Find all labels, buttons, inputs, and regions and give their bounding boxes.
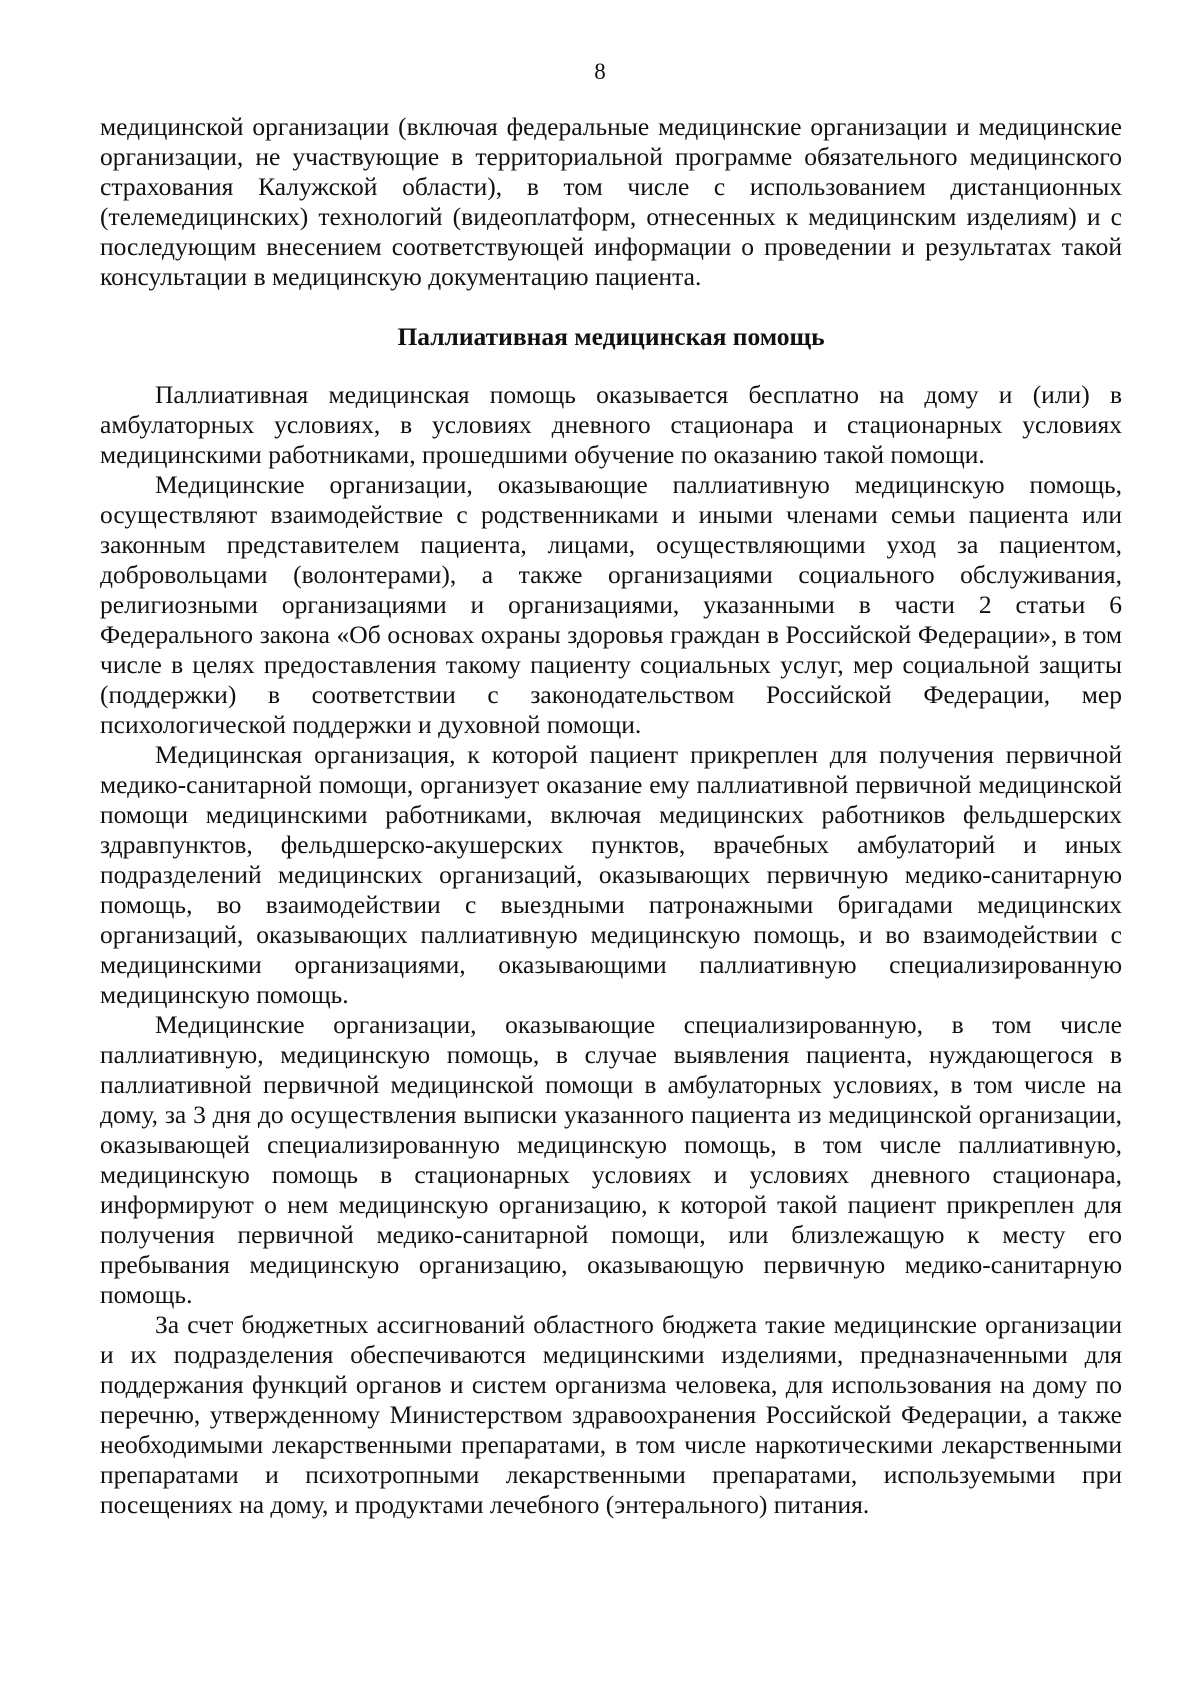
paragraph-discharge-notification: Медицинские организации, оказывающие специализированную, в том числе паллиативную, медицинскую помощь, в случае выявления пациента, нуждающегося в паллиативной первичной медицинской помощи в амбулаторных условиях, в том числе на дому, за 3 дня до осуществления выписки указанного пациента из медицинской организации, оказывающей специализированную медицинскую помощь, в том числе паллиативную, медицинскую помощь в стационарных условиях и условиях дневного стационара, информируют о нем медицинскую организацию, к которой такой пациент прикреплен для получения первичной медико-санитарной помощи, или близлежащую к месту его пребывания медицинскую организацию, оказывающую первичную медико-санитарную помощь. (100, 1010, 1122, 1309)
intro-paragraph: медицинской организации (включая федеральные медицинские организации и медицинские организации, не участвующие в территориальной программе обязательного медицинского страхования Калужской области), в том числе с использованием дистанционных (телемедицинских) технологий (видеоплатформ, отнесенных к медицинским изделиям) и с последующим внесением соответствующей информации о проведении и результатах такой консультации в медицинскую документацию пациента. (100, 112, 1122, 291)
paragraph-primary-care-organization: Медицинская организация, к которой пациент прикреплен для получения первичной медико-санитарной помощи, организует оказание ему паллиативной первичной медицинской помощи медицинскими работниками, включая медицинских работников фельдшерских здравпунктов, фельдшерско-акушерских пунктов, врачебных амбулаторий и иных подразделений медицинских организаций, оказывающих первичную медико-санитарную помощь, во взаимодействии с выездными патронажными бригадами медицинских организаций, оказывающих паллиативную медицинскую помощь, и во взаимодействии с медицинскими организациями, оказывающими паллиативную специализированную медицинскую помощь. (100, 740, 1122, 1009)
paragraph-interaction-with-relatives: Медицинские организации, оказывающие паллиативную медицинскую помощь, осуществляют взаимодействие с родственниками и иными членами семьи пациента или законным представителем пациента, лицами, осуществляющими уход за пациентом, добровольцами (волонтерами), а также организациями социального обслуживания, религиозными организациями и организациями, указанными в части 2 статьи 6 Федерального закона «Об основах охраны здоровья граждан в Российской Федерации», в том числе в целях предоставления такому пациенту социальных услуг, мер социальной защиты (поддержки) в соответствии с законодательством Российской Федерации, мер психологической поддержки и духовной помощи. (100, 470, 1122, 739)
page-number: 8 (594, 59, 606, 84)
page-body (100, 112, 1122, 1520)
section-heading: Паллиативная медицинская помощь (397, 322, 825, 351)
paragraph-palliative-care-free: Паллиативная медицинская помощь оказывается бесплатно на дому и (или) в амбулаторных условиях, в условиях дневного стационара и стационарных условиях медицинскими работниками, прошедшими обучение по оказанию такой помощи. (100, 380, 1122, 469)
paragraph-budget-provision: За счет бюджетных ассигнований областного бюджета такие медицинские организации и их подразделения обеспечиваются медицинскими изделиями, предназначенными для поддержания функций органов и систем организма человека, для использования на дому по перечню, утвержденному Министерством здравоохранения Российской Федерации, а также необходимыми лекарственными препаратами, в том числе наркотическими лекарственными препаратами и психотропными лекарственными препаратами, используемыми при посещениях на дому, и продуктами лечебного (энтерального) питания. (100, 1310, 1122, 1519)
